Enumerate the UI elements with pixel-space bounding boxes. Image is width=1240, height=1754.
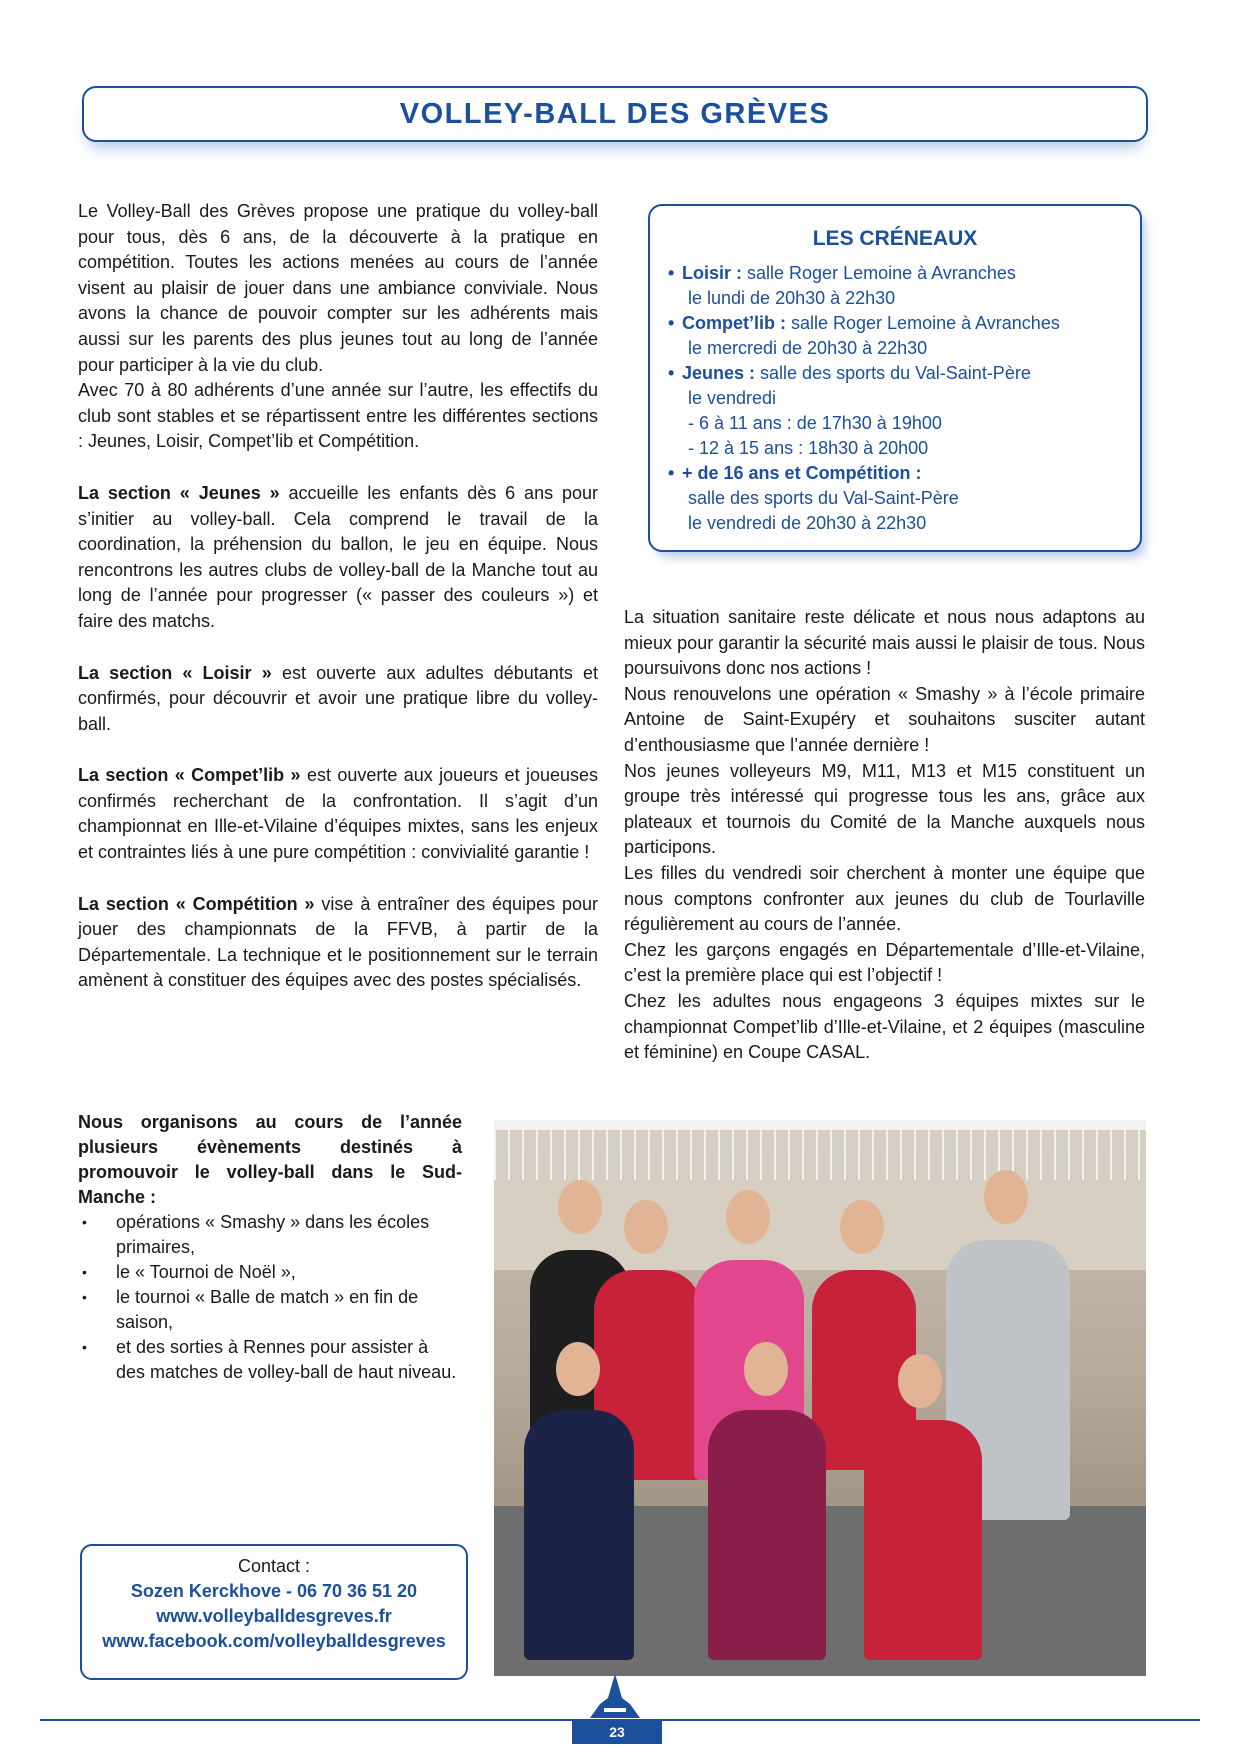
- section-loisir-lead: La section « Loisir »: [78, 662, 272, 683]
- events-intro: Nous organisons au cours de l’année plusieurs évènements destinés à promouvoir le volley-ball dans le Sud-Manche :: [78, 1112, 462, 1207]
- creneau-senior-time: le vendredi de 20h30 à 22h30: [688, 513, 927, 533]
- news-paragraph-4: Les filles du vendredi soir cherchent à monter une équipe que nous comptons confronter aux jeunes du club de Tourlaville régulièrement au cours de l’année.: [624, 862, 1145, 935]
- page-title: VOLLEY-BALL DES GRÈVES: [399, 97, 831, 130]
- section-jeunes-text: accueille les enfants dès 6 ans pour s’initier au volley-ball. Cela comprend le travail de la coordination, la préhension du ballon, le jeu en équipe. Nous rencontrons les autres clubs de volley-ball de la Manche tout au long de l’année pour progresser (« passer des couleurs ») et faire des matchs.: [78, 482, 598, 631]
- right-column: [624, 605, 1145, 1066]
- contact-website-link[interactable]: www.volleyballdesgreves.fr: [156, 1606, 392, 1626]
- left-column: [78, 199, 598, 1020]
- creneau-jeunes-day: le vendredi: [688, 388, 777, 408]
- news-paragraph-3: Nos jeunes volleyeurs M9, M11, M13 et M15 constituent un groupe très intéressé qui progresse tous les ans, grâce aux plateaux et tournois du Comité de la Manche auxquels nous participons.: [624, 760, 1145, 858]
- contact-label: Contact :: [237, 1556, 311, 1576]
- creneau-senior-label: + de 16 ans et Compétition :: [682, 463, 922, 483]
- contact-person: Sozen Kerckhove - 06 70 36 51 20: [130, 1581, 418, 1601]
- event-item: • opérations « Smashy » dans les écoles primaires,: [78, 1210, 462, 1260]
- events-list: [78, 1210, 462, 1385]
- person-head: [726, 1190, 770, 1244]
- creneau-loisir: [668, 261, 1122, 311]
- creneau-jeunes-place: salle des sports du Val-Saint-Père: [755, 363, 1031, 383]
- person-head: [840, 1200, 884, 1254]
- section-competition-text: vise à entraîner des équipes pour jouer des championnats de la FFVB, à partir de la Départementale. La technique et le positionnement sur le terrain amènent à constituer des équipes avec des postes spécialisés.: [78, 893, 598, 991]
- creneau-competlib: [668, 311, 1122, 361]
- intro-paragraph: [78, 199, 598, 455]
- mont-saint-michel-icon: [590, 1674, 640, 1718]
- creneau-jeunes-slot-1: - 6 à 11 ans : de 17h30 à 19h00: [688, 413, 942, 433]
- section-competlib-lead: La section « Compet’lib »: [78, 765, 301, 786]
- creneaux-heading: LES CRÉNEAUX: [812, 227, 978, 250]
- person-head: [556, 1342, 600, 1396]
- person-red-jersey: [864, 1420, 982, 1660]
- creneau-jeunes-slot-2: - 12 à 15 ans : 18h30 à 20h00: [688, 438, 929, 458]
- news-paragraph-6: Chez les adultes nous engageons 3 équipes mixtes sur le championnat Compet’lib d’Ille-et-Vilaine, et 2 équipes (masculine et féminine) en Coupe CASAL.: [624, 990, 1145, 1063]
- section-loisir: [78, 661, 598, 738]
- creneau-competlib-place: salle Roger Lemoine à Avranches: [786, 313, 1060, 333]
- creneau-jeunes-label: Jeunes :: [682, 363, 756, 383]
- page-number: 23: [572, 1720, 662, 1744]
- section-competlib-text: est ouverte aux joueurs et joueuses confirmés recherchant de la confrontation. Il s’agit d’un championnat en Ille-et-Vilaine d’équipes mixtes, sans les enjeux et contraintes liés à une pure compétition : convivialité garantie !: [78, 765, 598, 863]
- creneau-loisir-label: Loisir :: [682, 263, 743, 283]
- creneau-loisir-time: le lundi de 20h30 à 22h30: [688, 288, 896, 308]
- person-head: [898, 1354, 942, 1408]
- team-photo: [494, 1120, 1146, 1676]
- section-jeunes: [78, 481, 598, 635]
- events-block: [78, 1110, 462, 1385]
- person-head: [744, 1342, 788, 1396]
- creneaux-list: [668, 261, 1122, 536]
- event-item: • le « Tournoi de Noël »,: [78, 1260, 462, 1285]
- creneau-senior: [668, 461, 1122, 536]
- event-item: • le tournoi « Balle de match » en fin de saison,: [78, 1285, 462, 1335]
- contact-box: [80, 1544, 468, 1680]
- person-head: [558, 1180, 602, 1234]
- person-maroon-shirt: [708, 1410, 826, 1660]
- person-head: [984, 1170, 1028, 1224]
- news-paragraph-5: Chez les garçons engagés en Départementale d’Ille-et-Vilaine, c’est la première place qui est l’objectif !: [624, 939, 1145, 986]
- intro-text: Le Volley-Ball des Grèves propose une pratique du volley-ball pour tous, dès 6 ans, de la découverte à la pratique en compétition. Toutes les actions menées au cours de l’année visent au plaisir de jouer dans une ambiance conviviale. Nous avons la chance de pouvoir compter sur les adhérents mais aussi sur les parents des plus jeunes tout au long de l’année pour participer à la vie du club.: [78, 201, 598, 375]
- creneau-jeunes: [668, 361, 1122, 461]
- creneau-competlib-time: le mercredi de 20h30 à 22h30: [688, 338, 928, 358]
- intro-text-members: Avec 70 à 80 adhérents d’une année sur l’autre, les effectifs du club sont stables et se répartissent entre les différentes sections : Jeunes, Loisir, Compet’lib et Compétition.: [78, 380, 598, 452]
- section-jeunes-lead: La section « Jeunes »: [78, 482, 280, 503]
- section-loisir-text: est ouverte aux adultes débutants et confirmés, pour découvrir et avoir une pratique libre du volley-ball.: [78, 662, 599, 734]
- creneau-competlib-label: Compet’lib :: [682, 313, 786, 333]
- creneau-senior-place: salle des sports du Val-Saint-Père: [688, 488, 959, 508]
- creneaux-box: [648, 204, 1142, 552]
- news-paragraph-2: Nous renouvelons une opération « Smashy » à l’école primaire Antoine de Saint-Exupéry et souhaitons susciter autant d’enthousiasme que l’année dernière !: [624, 683, 1145, 755]
- event-item: • et des sorties à Rennes pour assister à des matches de volley-ball de haut niveau.: [78, 1335, 462, 1385]
- news-paragraph-1: La situation sanitaire reste délicate et nous nous adaptons au mieux pour garantir la sécurité mais aussi le plaisir de tous. Nous poursuivons donc nos actions !: [624, 607, 1145, 679]
- net-band: [494, 1120, 1146, 1130]
- contact-facebook-link[interactable]: www.facebook.com/volleyballdesgreves: [102, 1631, 446, 1651]
- title-banner: [82, 86, 1148, 142]
- section-competlib: [78, 763, 598, 865]
- section-competition: [78, 892, 598, 994]
- person-head: [624, 1200, 668, 1254]
- person-navy-shirt: [524, 1410, 634, 1660]
- section-competition-lead: La section « Compétition »: [78, 893, 315, 914]
- creneau-loisir-place: salle Roger Lemoine à Avranches: [742, 263, 1016, 283]
